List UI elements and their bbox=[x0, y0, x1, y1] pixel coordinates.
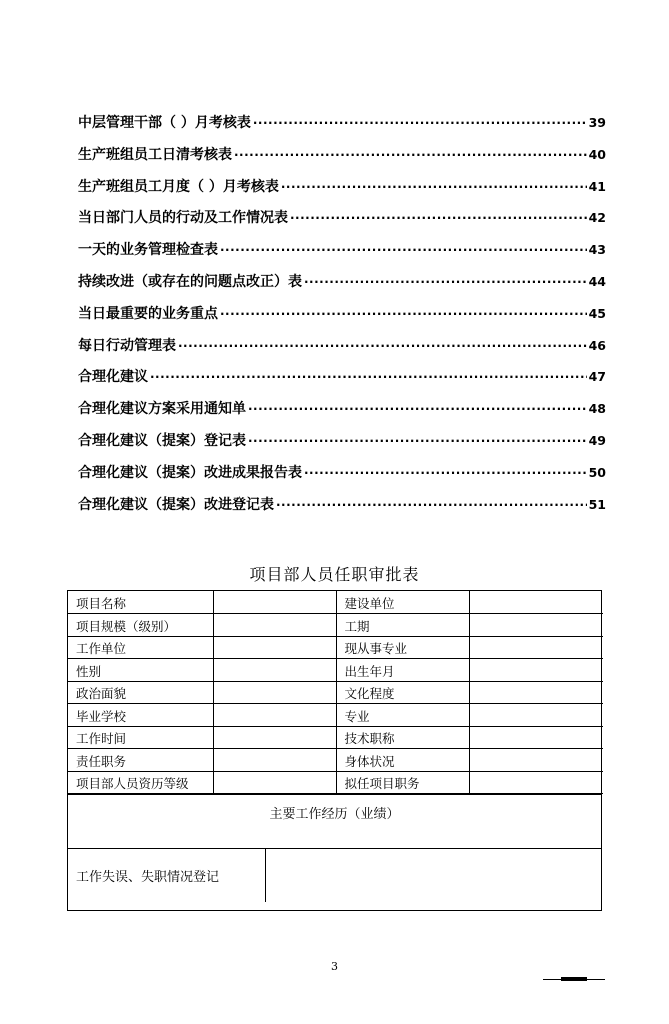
toc-entry[interactable] bbox=[78, 271, 606, 303]
form-value-cell[interactable] bbox=[213, 659, 336, 682]
approval-form bbox=[67, 590, 602, 911]
work-experience-label: 主要工作经历（业绩） bbox=[269, 807, 400, 822]
toc-entry[interactable] bbox=[78, 494, 606, 526]
toc-entry[interactable] bbox=[78, 462, 606, 494]
form-value-cell[interactable] bbox=[213, 591, 336, 614]
toc-entry[interactable] bbox=[78, 366, 606, 398]
page-number: 3 bbox=[331, 960, 338, 973]
form-label: 专业 bbox=[336, 704, 469, 727]
form-value-cell[interactable] bbox=[213, 681, 336, 704]
form-label: 项目部人员资历等级 bbox=[68, 771, 213, 794]
toc-entry-page: 47 bbox=[588, 369, 606, 385]
toc-entry-title: 持续改进（或存在的问题点改正）表 bbox=[78, 273, 302, 290]
toc-leader-dots bbox=[304, 272, 587, 286]
toc-entry-page: 41 bbox=[588, 178, 606, 194]
toc-leader-dots bbox=[276, 495, 587, 509]
toc-entry-page: 50 bbox=[588, 464, 606, 480]
mistake-record-row bbox=[68, 848, 601, 902]
toc-entry-title: 生产班组员工月度（ ）月考核表 bbox=[78, 178, 279, 195]
form-row bbox=[68, 726, 603, 749]
form-row bbox=[68, 591, 603, 614]
form-row bbox=[68, 614, 603, 637]
toc-entry[interactable] bbox=[78, 207, 606, 239]
toc-entry-title: 一天的业务管理检查表 bbox=[78, 242, 218, 259]
form-label: 性别 bbox=[68, 659, 213, 682]
toc-entry-title: 合理化建议（提案）登记表 bbox=[78, 432, 246, 449]
form-label: 政治面貌 bbox=[68, 681, 213, 704]
toc-entry-page: 48 bbox=[588, 401, 606, 417]
table-of-contents bbox=[78, 112, 606, 525]
toc-entry-title: 合理化建议 bbox=[78, 369, 148, 386]
form-value-cell[interactable] bbox=[213, 636, 336, 659]
form-label: 身体状况 bbox=[336, 749, 469, 772]
form-value-cell[interactable] bbox=[469, 591, 603, 614]
toc-entry[interactable] bbox=[78, 303, 606, 335]
toc-leader-dots bbox=[304, 463, 587, 477]
form-value-cell[interactable] bbox=[469, 636, 603, 659]
form-value-cell[interactable] bbox=[213, 704, 336, 727]
toc-entry[interactable] bbox=[78, 176, 606, 208]
form-row bbox=[68, 749, 603, 772]
form-label: 现从事专业 bbox=[336, 636, 469, 659]
toc-leader-dots bbox=[253, 113, 587, 127]
toc-entry-title: 合理化建议（提案）改进成果报告表 bbox=[78, 464, 302, 481]
toc-entry-title: 合理化建议方案采用通知单 bbox=[78, 401, 246, 418]
form-value-cell[interactable] bbox=[469, 749, 603, 772]
toc-entry-page: 46 bbox=[588, 337, 606, 353]
form-row bbox=[68, 681, 603, 704]
toc-leader-dots bbox=[178, 336, 587, 350]
form-row bbox=[68, 771, 603, 794]
form-label: 工作单位 bbox=[68, 636, 213, 659]
form-value-cell[interactable] bbox=[469, 704, 603, 727]
form-value-cell[interactable] bbox=[469, 726, 603, 749]
form-label: 项目名称 bbox=[68, 591, 213, 614]
toc-entry-title: 中层管理干部（ ）月考核表 bbox=[78, 115, 251, 131]
form-value-cell[interactable] bbox=[469, 771, 603, 794]
form-label: 文化程度 bbox=[336, 681, 469, 704]
toc-entry-page: 51 bbox=[588, 496, 606, 512]
form-label: 工作时间 bbox=[68, 726, 213, 749]
form-value-cell[interactable] bbox=[469, 659, 603, 682]
form-label: 项目规模（级别） bbox=[68, 614, 213, 637]
toc-entry[interactable] bbox=[78, 335, 606, 367]
form-label: 拟任项目职务 bbox=[336, 771, 469, 794]
form-value-cell[interactable] bbox=[213, 726, 336, 749]
toc-leader-dots bbox=[248, 399, 587, 413]
toc-leader-dots bbox=[234, 145, 587, 159]
toc-entry-page: 39 bbox=[588, 115, 606, 130]
toc-entry[interactable] bbox=[78, 144, 606, 176]
toc-leader-dots bbox=[290, 208, 587, 222]
form-label: 毕业学校 bbox=[68, 704, 213, 727]
toc-entry-title: 每日行动管理表 bbox=[78, 337, 176, 354]
form-label: 技术职称 bbox=[336, 726, 469, 749]
form-label: 工期 bbox=[336, 614, 469, 637]
toc-entry[interactable] bbox=[78, 398, 606, 430]
toc-entry-title: 当日部门人员的行动及工作情况表 bbox=[78, 210, 288, 227]
work-experience-section[interactable] bbox=[68, 794, 601, 848]
toc-entry-page: 49 bbox=[588, 432, 606, 448]
toc-entry-page: 43 bbox=[588, 242, 606, 258]
form-label: 建设单位 bbox=[336, 591, 469, 614]
toc-leader-dots bbox=[220, 240, 587, 254]
toc-entry-page: 45 bbox=[588, 305, 606, 321]
toc-entry-page: 40 bbox=[588, 146, 606, 162]
toc-entry-page: 42 bbox=[588, 210, 606, 226]
form-value-cell[interactable] bbox=[469, 681, 603, 704]
form-label: 责任职务 bbox=[68, 749, 213, 772]
toc-entry-title: 合理化建议（提案）改进登记表 bbox=[78, 496, 274, 513]
toc-entry[interactable] bbox=[78, 112, 606, 144]
toc-leader-dots bbox=[248, 431, 587, 445]
mistake-record-label: 工作失误、失职情况登记 bbox=[68, 849, 266, 902]
form-value-cell[interactable] bbox=[469, 614, 603, 637]
toc-leader-dots bbox=[220, 304, 587, 318]
toc-entry-page: 44 bbox=[588, 273, 606, 289]
form-row bbox=[68, 704, 603, 727]
form-value-cell[interactable] bbox=[213, 749, 336, 772]
toc-entry[interactable] bbox=[78, 430, 606, 462]
form-label: 出生年月 bbox=[336, 659, 469, 682]
toc-leader-dots bbox=[150, 367, 587, 381]
form-row bbox=[68, 636, 603, 659]
footer-mark bbox=[561, 977, 587, 981]
form-row bbox=[68, 659, 603, 682]
toc-entry-title: 当日最重要的业务重点 bbox=[78, 305, 218, 322]
toc-leader-dots bbox=[281, 177, 587, 191]
form-title: 项目部人员任职审批表 bbox=[249, 565, 420, 584]
form-value-cell[interactable] bbox=[213, 614, 336, 637]
form-grid bbox=[68, 591, 603, 794]
toc-entry[interactable] bbox=[78, 239, 606, 271]
toc-entry-title: 生产班组员工日清考核表 bbox=[78, 146, 232, 163]
mistake-record-value[interactable] bbox=[266, 849, 601, 902]
form-value-cell[interactable] bbox=[213, 771, 336, 794]
